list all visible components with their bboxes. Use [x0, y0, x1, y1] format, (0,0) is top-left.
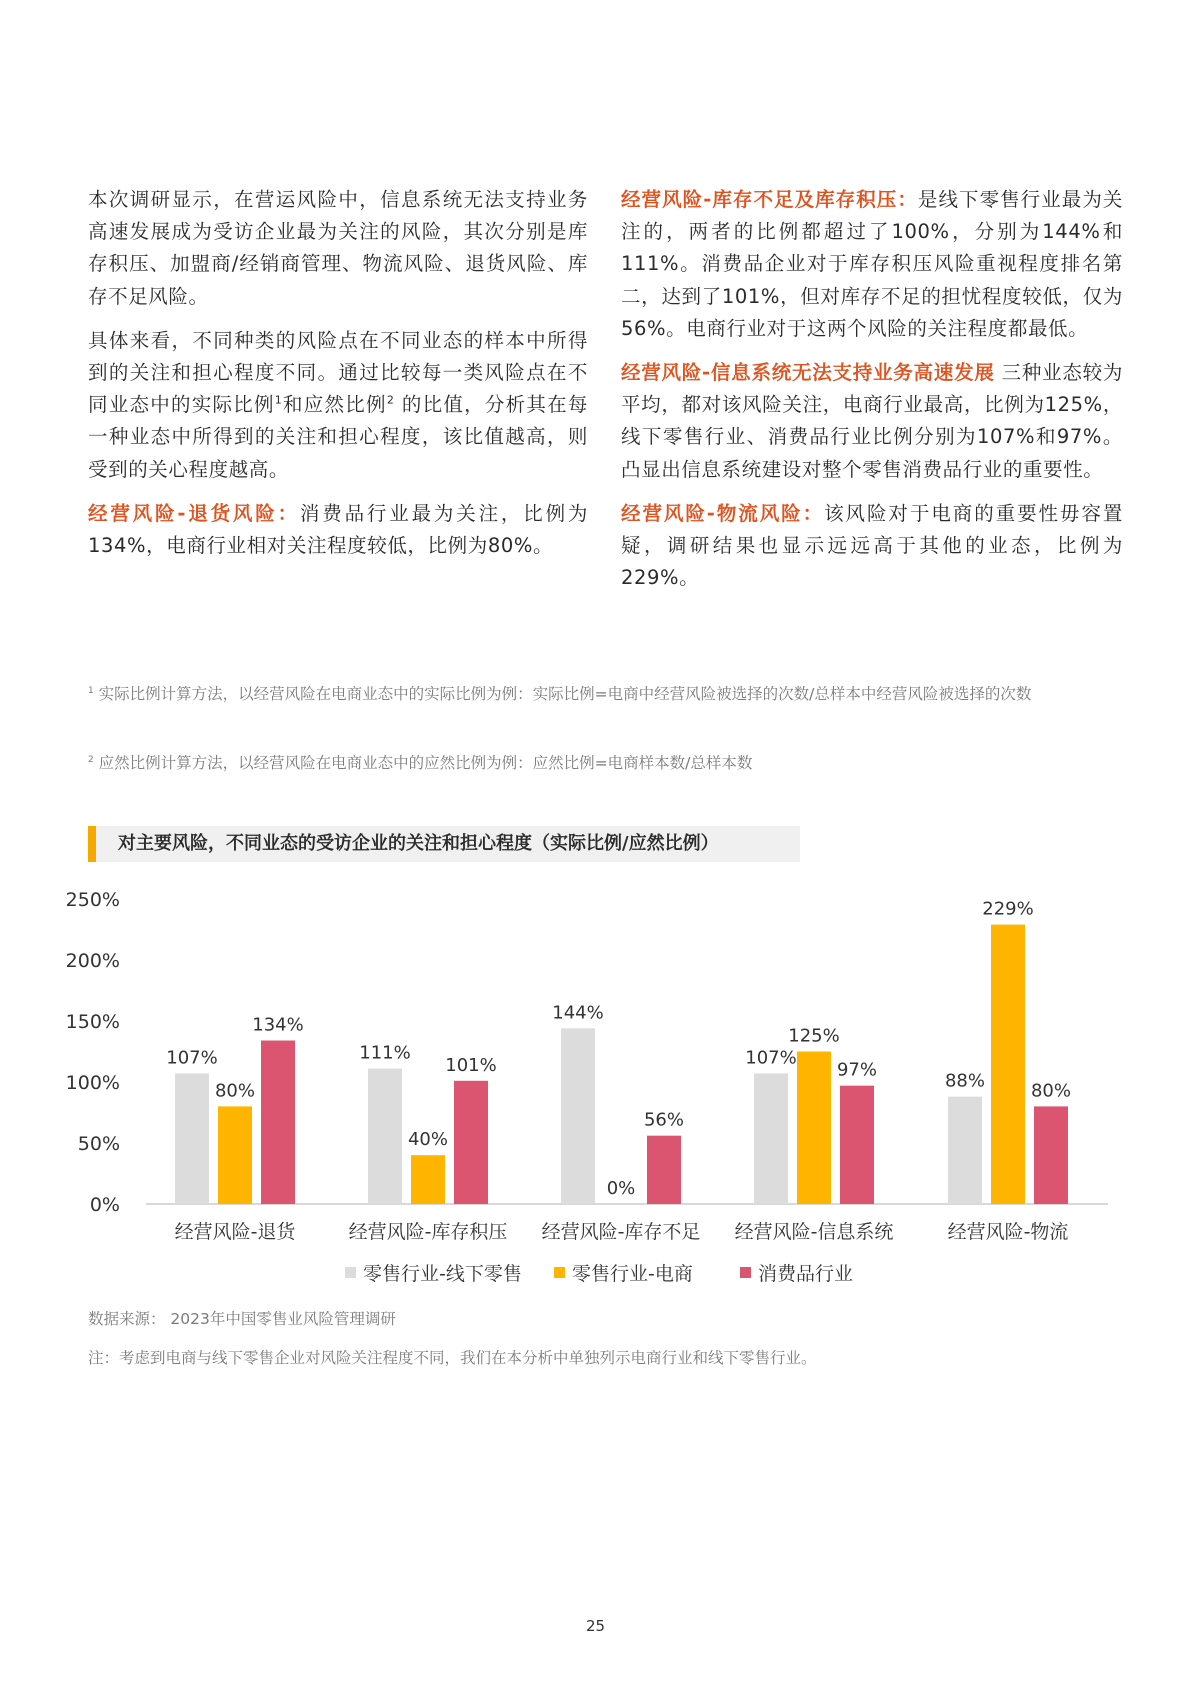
data-label: 107%: [166, 1047, 218, 1069]
footnote-2-text: 应然比例计算方法，以经营风险在电商业态中的应然比例为例：应然比例=电商样本数/总样本数: [93, 754, 753, 772]
return-risk-body: 消费品行业最为关注，比例为134%，电商行业相对关注程度较低，比例为80%。: [88, 501, 589, 558]
inventory-risk-paragraph: [621, 184, 1123, 345]
chart-title-accent: [88, 826, 96, 862]
left-column: [88, 184, 588, 574]
bar: [647, 1136, 681, 1204]
footnote-ref-2[interactable]: 2: [386, 393, 395, 407]
data-label: 134%: [252, 1014, 304, 1036]
footnote-1: [88, 682, 1123, 707]
footnote-ref-1[interactable]: 1: [274, 393, 283, 407]
data-label: 56%: [643, 1109, 685, 1131]
chart-title: 对主要风险，不同业态的受访企业的关注和担心程度（实际比例/应然比例）: [118, 833, 719, 854]
y-tick-label: 50%: [77, 1133, 120, 1155]
data-label: 111%: [359, 1042, 411, 1064]
data-label: 40%: [407, 1129, 449, 1151]
category-label: 经营风险-信息系统: [734, 1221, 894, 1243]
method-paragraph: [88, 325, 588, 486]
it-system-risk-heading: 经营风险-信息系统无法支持业务高速发展: [621, 361, 995, 385]
method-text-a: 具体来看，不同种类的风险点在不同业态的样本中所得到的关注和担心程度不同。通过比较每一类风险点在不同业态中的实际比例: [88, 328, 588, 417]
return-risk-heading: 经营风险-退货风险：: [88, 501, 300, 525]
bar: [454, 1081, 488, 1204]
legend-swatch: [740, 1267, 751, 1278]
bar: [261, 1041, 295, 1204]
data-label: 0%: [606, 1178, 636, 1199]
bar: [840, 1086, 874, 1204]
method-text-b: 和应然比例: [282, 393, 387, 417]
return-risk-paragraph: [88, 498, 588, 562]
y-tick-label: 0%: [89, 1194, 120, 1216]
footnote-2-mark: 2: [88, 754, 94, 765]
right-column: [621, 184, 1123, 606]
chart-note: 注：考虑到电商与线下零售企业对风险关注程度不同，我们在本分析中单独列示电商行业和线下零售行业。: [88, 1349, 817, 1367]
legend-label: 零售行业-线下零售: [363, 1263, 522, 1285]
logistics-risk-paragraph: [621, 498, 1123, 595]
bar: [561, 1028, 595, 1204]
logistics-risk-body: 该风险对于电商的重要性毋容置疑，调研结果也显示远远高于其他的业态，比例为229%。: [621, 501, 1123, 590]
bar-group: [175, 925, 1068, 1204]
it-system-risk-paragraph: [621, 357, 1123, 486]
bar: [754, 1073, 788, 1204]
legend-label: 零售行业-电商: [572, 1263, 693, 1285]
y-tick-label: 150%: [65, 1011, 120, 1033]
category-label: 经营风险-物流: [947, 1221, 1069, 1243]
bar: [218, 1106, 252, 1204]
data-label: 144%: [552, 1002, 604, 1024]
data-label: 80%: [214, 1080, 256, 1102]
bar: [1034, 1106, 1068, 1204]
method-text-c: 的比值，分析其在每一种业态中所得到的关注和担心程度，该比值越高，则受到的关心程度越高。: [88, 393, 588, 481]
y-tick-label: 250%: [65, 889, 120, 911]
it-system-risk-body: 三种业态较为平均，都对该风险关注，电商行业最高，比例为125%，线下零售行业、消费品行业比例分别为107%和97%。凸显出信息系统建设对整个零售消费品行业的重要性。: [621, 361, 1123, 481]
inventory-risk-heading: 经营风险-库存不足及库存积压：: [621, 188, 918, 211]
category-label: 经营风险-库存积压: [348, 1221, 508, 1243]
legend-swatch: [345, 1267, 356, 1278]
data-label: 101%: [445, 1054, 497, 1076]
chart-title-box: [88, 826, 800, 862]
legend: [345, 1263, 853, 1285]
y-tick-label: 200%: [65, 950, 120, 972]
footnote-1-mark: 1: [88, 685, 94, 696]
data-label: 107%: [745, 1047, 797, 1069]
data-label: 229%: [982, 898, 1034, 920]
footnote-1-text: 实际比例计算方法，以经营风险在电商业态中的实际比例为例：实际比例=电商中经营风险被选择的次数/总样本中经营风险被选择的次数: [93, 685, 1032, 703]
bar: [411, 1155, 445, 1204]
bar: [948, 1097, 982, 1204]
y-tick-label: 100%: [65, 1072, 120, 1094]
footnote-2: [88, 751, 1123, 776]
data-label: 97%: [836, 1059, 878, 1081]
data-label: 80%: [1030, 1080, 1072, 1102]
data-label-group: [166, 899, 1071, 1199]
legend-swatch: [554, 1267, 565, 1278]
intro-paragraph: 本次调研显示，在营运风险中，信息系统无法支持业务高速发展成为受访企业最为关注的风险，其次分别是库存积压、加盟商/经销商管理、物流风险、退货风险、库存不足风险。: [88, 188, 588, 308]
category-label-group: [175, 1221, 1069, 1243]
bar: [175, 1073, 209, 1204]
bar: [991, 925, 1025, 1204]
y-axis-ticks: [66, 889, 120, 1216]
inventory-risk-body: 是线下零售行业最为关注的，两者的比例都超过了100%，分别为144%和111%。消费品企业对于库存积压风险重视程度排名第二，达到了101%，但对库存不足的担忧程度较低，仅为56%。电商行业对于这两个风险的关注程度都最低。: [621, 188, 1123, 340]
bar: [797, 1052, 831, 1205]
data-source: 数据来源： 2023年中国零售业风险管理调研: [88, 1310, 396, 1328]
category-label: 经营风险-退货: [174, 1221, 296, 1243]
legend-label: 消费品行业: [758, 1263, 854, 1285]
bar: [368, 1069, 402, 1204]
page-number: 25: [585, 1617, 606, 1635]
category-label: 经营风险-库存不足: [541, 1221, 701, 1243]
logistics-risk-heading: 经营风险-物流风险：: [621, 501, 825, 525]
risk-bar-chart: [0, 870, 1191, 1295]
data-label: 88%: [944, 1070, 986, 1092]
data-label: 125%: [788, 1025, 840, 1047]
